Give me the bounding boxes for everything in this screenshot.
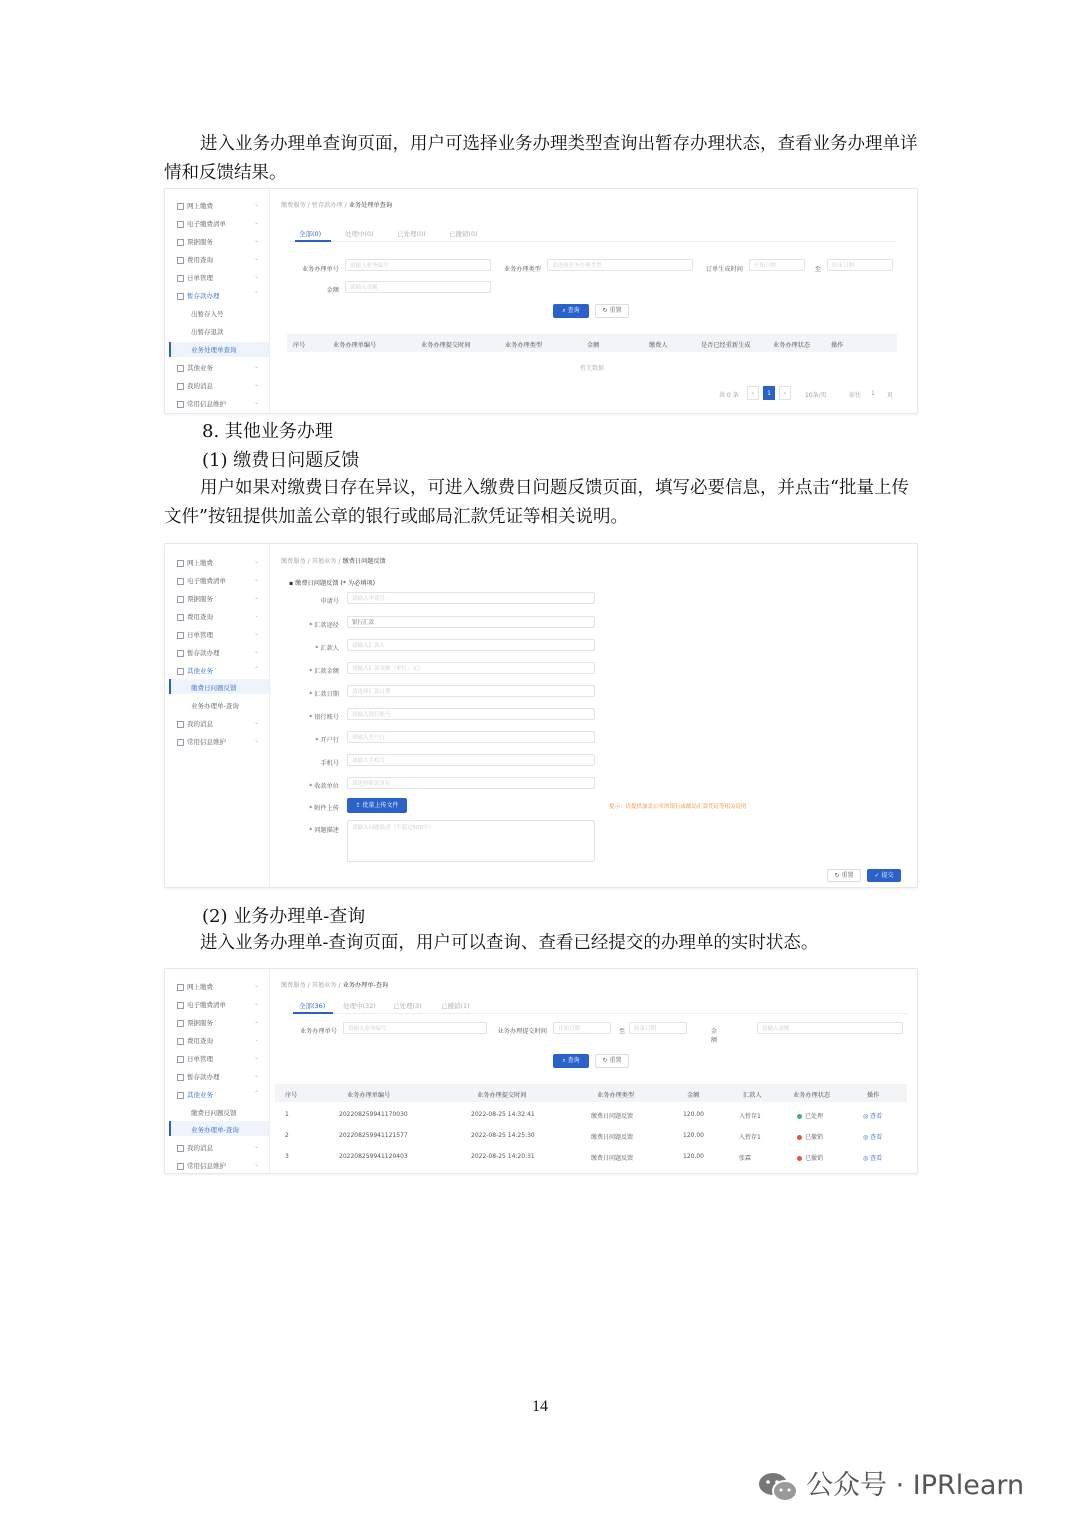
nav-subitem[interactable]: 出暂存退款 xyxy=(191,328,224,336)
sidebar xyxy=(165,969,270,1173)
col-header: 业务办理单编号 xyxy=(347,1092,391,1099)
col-header: 业务办理单编号 xyxy=(333,342,377,349)
row-no: 2 xyxy=(285,1132,289,1139)
nav-item[interactable]: 费用查询 ⌄ xyxy=(177,255,263,264)
label-time: 业务办理提交时间 xyxy=(497,1028,547,1035)
page-number: 14 xyxy=(532,1398,548,1415)
upload-hint: 提示：请提供加盖公章的银行或邮局汇款凭证等相关说明 xyxy=(609,804,747,810)
order-no-input[interactable]: 请输入业务编号 xyxy=(345,259,491,271)
nav-item[interactable]: 其他业务 ⌃ xyxy=(177,666,263,675)
amount-input[interactable]: 请输入金额 xyxy=(757,1022,903,1034)
goto-label: 前往 xyxy=(849,392,862,399)
order-no-input[interactable]: 请输入业务编号 xyxy=(343,1022,487,1034)
row-payer: 入暂存1 xyxy=(739,1134,761,1141)
nav-item[interactable]: 常用信息维护 ⌄ xyxy=(177,399,263,408)
label-order-no: 业务办理单号 xyxy=(301,266,339,273)
screenshot-temporary-query xyxy=(164,188,918,414)
field-input[interactable]: 请输入银行账号 xyxy=(347,708,595,720)
row-type: 缴费日问题反馈 xyxy=(591,1134,634,1141)
label-order-no: 业务办理单号 xyxy=(299,1028,337,1035)
col-header: 业务办理提交时间 xyxy=(421,342,471,349)
field-select[interactable]: 请选择收款单位 xyxy=(347,777,595,789)
current-page[interactable]: 1 xyxy=(763,386,775,400)
row-status: 已撤销 xyxy=(797,1132,823,1141)
reset-button[interactable]: ↻ 重置 xyxy=(827,869,861,882)
nav-item[interactable]: 日单管理 ⌄ xyxy=(177,1054,263,1063)
field-label: * 汇款途径 xyxy=(309,622,339,629)
nav-item[interactable]: 电子缴费清单 ⌄ xyxy=(177,219,263,228)
nav-item[interactable]: 票据服务 ⌄ xyxy=(177,1018,263,1027)
intro-paragraph-2: 用户如果对缴费日存在异议，可进入缴费日问题反馈页面，填写必要信息，并点击“批量上传文件”按钮提供加盖公章的银行或邮局汇款凭证等相关说明。 xyxy=(164,478,909,527)
status-dot xyxy=(797,1114,802,1119)
screenshot-order-query xyxy=(164,968,918,1174)
label-time: 订单生成时间 xyxy=(705,266,743,273)
reset-button[interactable]: ↻ 重置 xyxy=(595,304,629,318)
row-time: 2022-08-25 14:32:41 xyxy=(471,1111,535,1118)
amount-input[interactable]: 请输入金额 xyxy=(345,281,491,293)
tab-processing[interactable]: 处理中(0) xyxy=(345,230,374,238)
field-label: 手机号 xyxy=(320,760,339,767)
row-payer: 张霖 xyxy=(739,1155,752,1162)
view-link[interactable]: ◎ 查看 xyxy=(863,1134,883,1141)
label-type: 业务办理类型 xyxy=(503,266,541,273)
nav-item[interactable]: 我的消息 ⌄ xyxy=(177,1143,263,1152)
field-label: * 银行账号 xyxy=(309,714,339,721)
view-link[interactable]: ◎ 查看 xyxy=(863,1155,883,1162)
query-button[interactable]: ⌕ 查询 xyxy=(553,1054,589,1068)
nav-subitem-active[interactable]: 业务办理单-查询 xyxy=(191,1126,239,1134)
tab-processing[interactable]: 处理中(32) xyxy=(343,1002,376,1010)
label-amount: 金额 xyxy=(326,287,339,294)
desc-label: * 问题描述 xyxy=(309,827,339,834)
nav-item[interactable]: 电子缴费清单 ⌄ xyxy=(177,576,263,585)
nav-item[interactable]: 网上缴费 ⌄ xyxy=(177,982,263,991)
breadcrumb: 缴费服务 / 暂存款办理 / 业务处理单查询 xyxy=(281,202,393,209)
field-label: * 汇款人 xyxy=(315,645,339,652)
row-time: 2022-08-25 14:20:31 xyxy=(471,1153,535,1160)
field-label: * 开户行 xyxy=(315,737,339,744)
date-separator: 至 xyxy=(814,266,821,273)
desc-textarea[interactable]: 请输入问题描述（不超过500字） xyxy=(347,820,595,862)
field-input[interactable]: 请输入汇款人 xyxy=(347,639,595,651)
sidebar xyxy=(165,189,270,413)
col-header: 金额 xyxy=(687,1092,700,1099)
upload-label: * 附件上传 xyxy=(309,805,339,812)
field-label: 申请号 xyxy=(320,598,339,605)
tab-processed[interactable]: 已处理(0) xyxy=(397,230,426,238)
nav-subitem[interactable]: 业务办理单-查询 xyxy=(191,702,239,710)
watermark: 公众号 · IPRlearn xyxy=(758,1463,1024,1503)
row-amount: 120.00 xyxy=(683,1111,704,1118)
nav-item[interactable]: 常用信息维护 ⌄ xyxy=(177,737,263,746)
next-page-button[interactable]: › xyxy=(779,386,791,400)
col-header: 缴费人 xyxy=(649,342,668,349)
row-no: 1 xyxy=(285,1111,289,1118)
subheading-1: (1) 缴费日问题反馈 xyxy=(202,450,360,471)
nav-item[interactable]: 电子缴费清单 ⌄ xyxy=(177,1000,263,1009)
submit-button[interactable]: ✓ 提交 xyxy=(867,869,901,882)
status-dot xyxy=(797,1135,802,1140)
nav-item[interactable]: 我的消息 ⌄ xyxy=(177,381,263,390)
field-input[interactable]: 请输入开户行 xyxy=(347,731,595,743)
row-type: 缴费日问题反馈 xyxy=(591,1113,634,1120)
field-input[interactable]: 请输入手机号 xyxy=(347,754,595,766)
tab-all[interactable]: 全部(36) xyxy=(299,1002,326,1010)
col-header: 金额 xyxy=(587,342,600,349)
col-header: 是否已经重新生成 xyxy=(701,342,751,349)
nav-item[interactable]: 日单管理 ⌄ xyxy=(177,273,263,282)
row-amount: 120.00 xyxy=(683,1153,704,1160)
row-amount: 120.00 xyxy=(683,1132,704,1139)
nav-item[interactable]: 网上缴费 ⌄ xyxy=(177,201,263,210)
tab-cancelled[interactable]: 已撤销(1) xyxy=(441,1002,470,1010)
col-header: 业务办理类型 xyxy=(505,342,543,349)
prev-page-button[interactable]: ‹ xyxy=(747,386,759,400)
tab-cancelled[interactable]: 已撤销(0) xyxy=(449,230,478,238)
nav-item[interactable]: 费用查询 ⌄ xyxy=(177,612,263,621)
field-input[interactable]: 请输入汇款金额（单位：元） xyxy=(347,662,595,674)
nav-item[interactable]: 网上缴费 ⌄ xyxy=(177,558,263,567)
row-status: 已撤销 xyxy=(797,1153,823,1162)
status-dot xyxy=(797,1156,802,1161)
col-header: 汇款人 xyxy=(743,1092,762,1099)
nav-item[interactable]: 其他业务 ⌄ xyxy=(177,363,263,372)
field-label: * 汇款金额 xyxy=(309,668,339,675)
nav-subitem-active[interactable]: 缴费日问题反馈 xyxy=(191,684,237,692)
section-title: ▪ 缴费日问题反馈 (* 为必填项) xyxy=(289,580,376,587)
section-heading-8: 8. 其他业务办理 xyxy=(202,421,333,442)
nav-item[interactable]: 费用查询 ⌄ xyxy=(177,1036,263,1045)
screenshot-payment-day-feedback xyxy=(164,543,918,888)
page-size-select[interactable]: 10条/页 xyxy=(805,392,827,399)
row-order-id: 20220825994117003​0 xyxy=(339,1111,408,1118)
query-button[interactable]: ⌕ 查询 xyxy=(553,304,589,318)
tab-all[interactable]: 全部(0) xyxy=(299,230,322,238)
nav-item[interactable]: 暂存款办理 ⌄ xyxy=(177,648,263,657)
type-select[interactable]: 请选择业务办理类型 xyxy=(547,259,693,271)
row-no: 3 xyxy=(285,1153,289,1160)
row-order-id: 20220825994112040​3 xyxy=(339,1153,408,1160)
batch-upload-button[interactable]: ⇪ 批量上传文件 xyxy=(347,798,407,813)
breadcrumb: 缴费服务 / 其他业务 / 缴费日问题反馈 xyxy=(281,558,386,565)
row-order-id: 20220825994112157​7 xyxy=(339,1132,408,1139)
sidebar xyxy=(165,544,270,887)
nav-item[interactable]: 暂存款办理 ⌄ xyxy=(177,1072,263,1081)
reset-button[interactable]: ↻ 重置 xyxy=(595,1054,629,1068)
empty-text: 暂无数据 xyxy=(580,365,605,372)
nav-item[interactable]: 其他业务 ⌃ xyxy=(177,1090,263,1099)
wechat-icon xyxy=(758,1471,798,1503)
date-separator: 至 xyxy=(618,1028,625,1035)
intro-paragraph-1: 进入业务办理单查询页面，用户可选择业务办理类型查询出暂存办理状态，查看业务办理单详情和反馈结果。 xyxy=(164,134,918,183)
col-header: 业务办理类型 xyxy=(597,1092,635,1099)
col-header: 业务办理状态 xyxy=(793,1092,831,1099)
tab-processed[interactable]: 已处理(3) xyxy=(393,1002,422,1010)
nav-item[interactable]: 票据服务 ⌄ xyxy=(177,594,263,603)
view-link[interactable]: ◎ 查看 xyxy=(863,1113,883,1120)
field-label: * 汇款日期 xyxy=(309,691,339,698)
breadcrumb: 缴费服务 / 其他业务 / 业务办理单-查询 xyxy=(281,982,389,989)
field-label: * 收款单位 xyxy=(309,783,339,790)
nav-item[interactable]: 我的消息 ⌄ xyxy=(177,719,263,728)
end-date-input[interactable]: 结束日期 xyxy=(629,1022,687,1034)
field-select[interactable]: 银行汇款 xyxy=(347,616,595,628)
col-header: 操作 xyxy=(867,1092,880,1099)
field-input[interactable]: 请输入申请号 xyxy=(347,592,595,604)
label-amount: 金额 xyxy=(710,1028,717,1044)
start-date-input[interactable]: 开始日期 xyxy=(749,259,805,271)
intro-paragraph-3: 进入业务办理单-查询页面，用户可以查询、查看已经提交的办理单的实时状态。 xyxy=(200,933,819,953)
nav-item[interactable]: 常用信息维护 ⌄ xyxy=(177,1161,263,1170)
col-header: 序号 xyxy=(285,1092,298,1099)
row-payer: 入暂存1 xyxy=(739,1113,761,1120)
nav-item[interactable]: 暂存款办理 ⌃ xyxy=(177,291,263,300)
end-date-input[interactable]: 结束日期 xyxy=(827,259,893,271)
field-date[interactable]: 请选择汇款日期 xyxy=(347,685,595,697)
nav-item[interactable]: 票据服务 ⌄ xyxy=(177,237,263,246)
row-status: 已处理 xyxy=(797,1111,823,1120)
row-time: 2022-08-25 14:25:30 xyxy=(471,1132,535,1139)
nav-subitem[interactable]: 缴费日问题反馈 xyxy=(191,1109,237,1117)
col-header: 业务办理提交时间 xyxy=(477,1092,527,1099)
nav-item[interactable]: 日单管理 ⌄ xyxy=(177,630,263,639)
goto-input[interactable]: 1 xyxy=(871,390,875,397)
pagination-total: 共 0 条 xyxy=(719,392,739,399)
nav-subitem-active[interactable]: 业务处理单查询 xyxy=(191,346,237,354)
row-type: 缴费日问题反馈 xyxy=(591,1155,634,1162)
col-header: 序号 xyxy=(293,342,306,349)
start-date-input[interactable]: 开始日期 xyxy=(553,1022,611,1034)
col-header: 操作 xyxy=(831,342,844,349)
page-label: 页 xyxy=(887,392,894,399)
subheading-2: (2) 业务办理单-查询 xyxy=(202,906,366,927)
col-header: 业务办理状态 xyxy=(773,342,811,349)
nav-subitem[interactable]: 出暂存入号 xyxy=(191,310,224,318)
